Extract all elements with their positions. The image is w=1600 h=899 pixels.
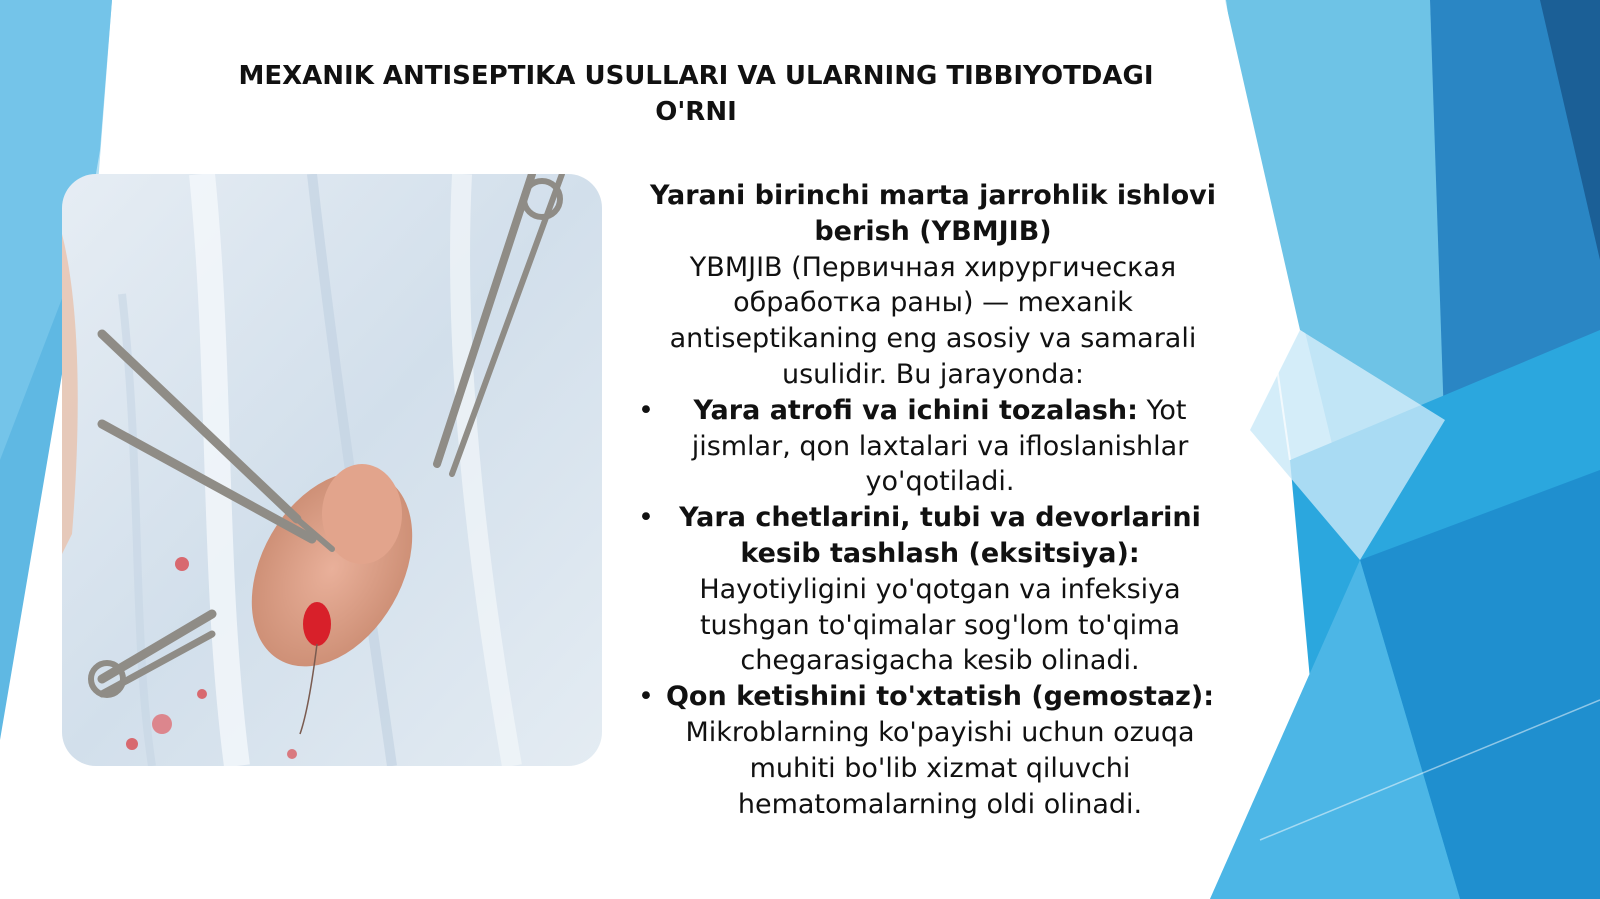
- list-item-text: Hayotiyligini yo'qotgan va infeksiya tushgan to'qimalar sog'lom to'qima chegarasigacha kesib olinadi.: [699, 573, 1181, 677]
- list-item-text: Yot jismlar, qon laxtalari va ifloslanishlar yo'qotiladi.: [691, 394, 1189, 498]
- slide-title: MEXANIK ANTISEPTIKA USULLARI VA ULARNING TIBBIYOTDAGI O'RNI: [238, 61, 1154, 127]
- intro-paragraph: YBMJIB (Первичная хирургическая обработка раны) — mexanik antiseptikaning eng asosiy va samarali usulidir. Bu jarayonda:: [669, 251, 1197, 390]
- slide-content: [628, 178, 1238, 822]
- list-item-bold: Qon ketishini to'xtatish (gemostaz):: [665, 681, 1215, 713]
- list-item: [628, 500, 1238, 679]
- section-heading: Yarani birinchi marta jarrohlik ishlovi berish (YBMJIB): [649, 180, 1217, 247]
- surgery-photo: [62, 174, 602, 766]
- bullet-icon: •: [638, 681, 654, 713]
- list-item-text: Mikroblarning ko'payishi uchun ozuqa muhiti bo'lib xizmat qiluvchi hematomalarning oldi olinadi.: [685, 716, 1195, 820]
- list-item-bold: Yara atrofi va ichini tozalash:: [693, 394, 1138, 426]
- bullet-icon: •: [638, 394, 654, 426]
- list-item: [628, 393, 1238, 500]
- list-item-bold: Yara chetlarini, tubi va devorlarini kesib tashlash (eksitsiya):: [679, 502, 1201, 569]
- bullet-icon: •: [638, 502, 654, 534]
- list-item: [628, 679, 1238, 822]
- bullet-list: [628, 393, 1238, 823]
